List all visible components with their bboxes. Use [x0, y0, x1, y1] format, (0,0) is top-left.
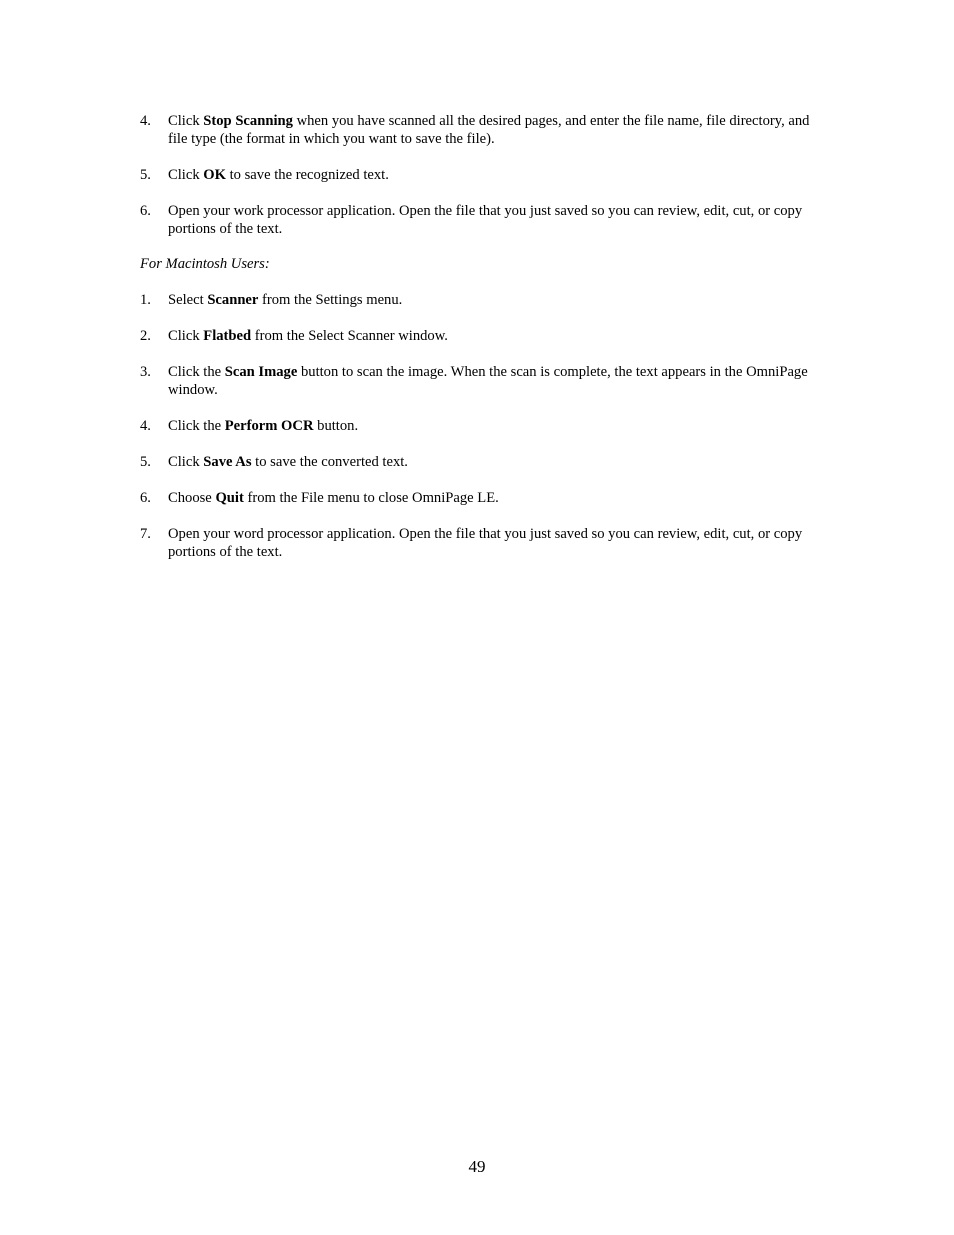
item-text: Open your work processor application. Open the file that you just saved so you can review, edit, cut, or copy portions of the text. — [168, 203, 803, 237]
item-number: 5. — [140, 454, 151, 470]
item-text: Click OK to save the recognized text. — [168, 167, 389, 183]
list-item — [140, 489, 810, 507]
item-number: 4. — [140, 113, 151, 129]
list-item — [140, 363, 810, 399]
item-text: Choose Quit from the File menu to close OmniPage LE. — [168, 490, 499, 506]
item-text: Open your word processor application. Open the file that you just saved so you can review, edit, cut, or copy portions of the text. — [168, 526, 803, 560]
list-item — [140, 525, 810, 561]
item-number: 2. — [140, 328, 151, 344]
item-number: 4. — [140, 418, 151, 434]
list-item — [140, 327, 810, 345]
item-number: 5. — [140, 167, 151, 183]
item-number: 6. — [140, 490, 151, 506]
item-text: Select Scanner from the Settings menu. — [168, 292, 403, 308]
item-number: 1. — [140, 292, 151, 308]
item-text: Click the Scan Image button to scan the image. When the scan is complete, the text appears in the OmniPage window. — [168, 364, 808, 398]
item-text: Click the Perform OCR button. — [168, 418, 359, 434]
list-item — [140, 417, 810, 435]
list-item — [140, 166, 810, 184]
list-item — [140, 291, 810, 309]
list-item — [140, 202, 810, 238]
list-item — [140, 112, 810, 148]
windows-steps-list — [140, 112, 810, 256]
item-text: Click Stop Scanning when you have scanned all the desired pages, and enter the file name, file directory, and file type (the format in which you want to save the file). — [168, 113, 810, 147]
item-number: 6. — [140, 203, 151, 219]
macintosh-steps-list — [140, 291, 810, 579]
item-number: 3. — [140, 364, 151, 380]
item-text: Click Flatbed from the Select Scanner window. — [168, 328, 448, 344]
item-text: Click Save As to save the converted text. — [168, 454, 408, 470]
item-number: 7. — [140, 526, 151, 542]
list-item — [140, 453, 810, 471]
page-number: 49 — [468, 1157, 486, 1176]
macintosh-section-heading: For Macintosh Users: — [140, 256, 270, 272]
